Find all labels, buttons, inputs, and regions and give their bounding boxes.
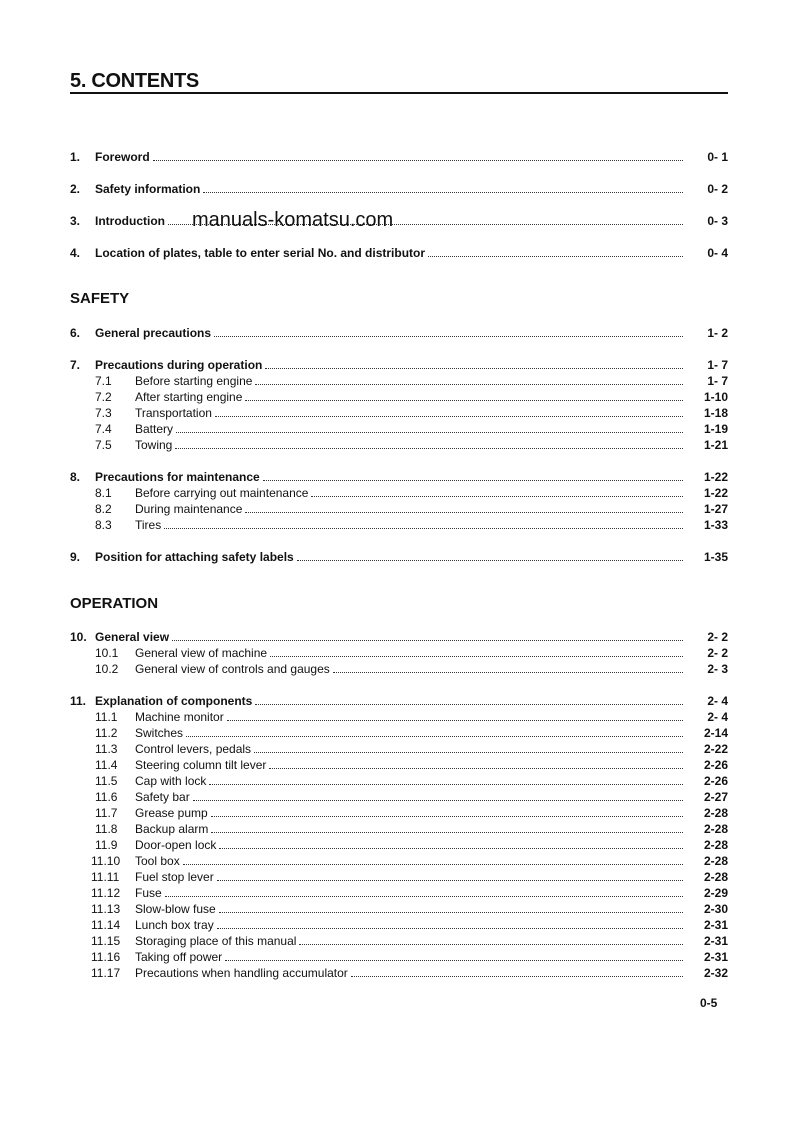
toc-number: 11.15 (91, 934, 121, 948)
contents-intro (70, 149, 728, 261)
toc-number: 11.4 (95, 758, 118, 772)
toc-number: 11.1 (95, 710, 118, 724)
toc-entry[interactable] (70, 149, 728, 165)
toc-subentry[interactable] (70, 757, 728, 773)
toc-page: 1-22 (703, 486, 728, 500)
toc-page: 2-28 (703, 854, 728, 868)
toc-title: Fuse (135, 886, 162, 900)
dot-leader (270, 656, 683, 657)
toc-number: 1. (70, 150, 81, 164)
toc-page: 1-35 (703, 550, 728, 564)
toc-page: 2-32 (703, 966, 728, 980)
toc-page: 1-22 (703, 470, 728, 484)
toc-title: Control levers, pedals (135, 742, 252, 756)
toc-number: 7.3 (95, 406, 112, 420)
toc-title: Position for attaching safety labels (95, 550, 294, 564)
toc-number: 8.3 (95, 518, 112, 532)
toc-number: 8.2 (95, 502, 112, 516)
dot-leader (227, 720, 683, 721)
dot-leader (225, 960, 683, 961)
toc-page: 0- 3 (707, 214, 728, 228)
title-underline (70, 92, 728, 94)
toc-page: 2- 4 (707, 694, 728, 708)
toc-number: 11.11 (91, 870, 120, 884)
toc-title: Steering column tilt lever (135, 758, 267, 772)
toc-title: Explanation of components (95, 694, 253, 708)
toc-entry[interactable] (70, 357, 728, 373)
toc-entry[interactable] (70, 325, 728, 341)
section-heading-operation: OPERATION (70, 595, 159, 612)
toc-title: Lunch box tray (135, 918, 214, 932)
toc-title: Machine monitor (135, 710, 224, 724)
toc-page: 1- 7 (707, 374, 728, 388)
toc-number: 11.3 (95, 742, 118, 756)
dot-leader (217, 928, 683, 929)
toc-subentry[interactable] (70, 405, 728, 421)
toc-entry[interactable] (70, 181, 728, 197)
toc-title: Door-open lock (135, 838, 217, 852)
toc-subentry[interactable] (70, 901, 728, 917)
dot-leader (299, 944, 683, 945)
dot-leader (311, 496, 683, 497)
dot-leader (255, 704, 683, 705)
toc-number: 11.6 (95, 790, 118, 804)
toc-subentry[interactable] (70, 485, 728, 501)
toc-subentry[interactable] (70, 885, 728, 901)
toc-page: 2- 2 (707, 646, 728, 660)
toc-title: General view (95, 630, 170, 644)
dot-leader (245, 400, 683, 401)
dot-leader (164, 528, 683, 529)
toc-page: 2- 3 (707, 662, 728, 676)
toc-page: 2-28 (703, 870, 728, 884)
toc-number: 11.10 (91, 854, 121, 868)
toc-title: Taking off power (135, 950, 223, 964)
toc-page: 2-28 (703, 838, 728, 852)
toc-page: 2-27 (703, 790, 728, 804)
toc-page: 1-27 (703, 502, 728, 516)
toc-number: 11.16 (91, 950, 121, 964)
toc-page: 2- 4 (707, 710, 728, 724)
toc-number: 8. (70, 470, 81, 484)
toc-number: 7.5 (95, 438, 112, 452)
toc-title: After starting engine (135, 390, 243, 404)
toc-subentry[interactable] (70, 821, 728, 837)
toc-subentry[interactable] (70, 421, 728, 437)
toc-page: 0- 1 (707, 150, 728, 164)
toc-number: 10.2 (95, 662, 119, 676)
toc-title: Towing (135, 438, 173, 452)
toc-number: 11.5 (95, 774, 118, 788)
toc-number: 11.12 (91, 886, 121, 900)
toc-subentry[interactable] (70, 373, 728, 389)
toc-entry[interactable] (70, 629, 728, 645)
toc-number: 11.7 (95, 806, 118, 820)
toc-entry[interactable] (70, 245, 728, 261)
toc-number: 11.8 (95, 822, 118, 836)
toc-page: 1-21 (703, 438, 728, 452)
toc-number: 2. (70, 182, 81, 196)
toc-subentry[interactable] (70, 965, 728, 981)
toc-title: General view of machine (135, 646, 268, 660)
toc-title: Precautions when handling accumulator (135, 966, 348, 980)
dot-leader (175, 448, 683, 449)
toc-title: Slow-blow fuse (135, 902, 216, 916)
dot-leader (186, 736, 683, 737)
toc-subentry[interactable] (70, 389, 728, 405)
toc-page: 1-10 (703, 390, 728, 404)
toc-subentry[interactable] (70, 773, 728, 789)
section-heading-safety: SAFETY (70, 290, 130, 307)
toc-page: 1- 2 (707, 326, 728, 340)
toc-title: Precautions for maintenance (95, 470, 260, 484)
toc-page: 2-28 (703, 822, 728, 836)
toc-subentry[interactable] (70, 789, 728, 805)
dot-leader (214, 336, 683, 337)
dot-leader (265, 368, 683, 369)
dot-leader (172, 640, 683, 641)
toc-subentry[interactable] (70, 501, 728, 517)
toc-subentry[interactable] (70, 661, 728, 677)
toc-number: 10.1 (95, 646, 119, 660)
toc-subentry[interactable] (70, 917, 728, 933)
dot-leader (333, 672, 683, 673)
dot-leader (203, 192, 683, 193)
dot-leader (428, 256, 683, 257)
toc-entry[interactable] (70, 213, 728, 229)
toc-subentry[interactable] (70, 645, 728, 661)
dot-leader (215, 416, 683, 417)
toc-page: 2-31 (703, 934, 728, 948)
dot-leader (193, 800, 683, 801)
toc-subentry[interactable] (70, 933, 728, 949)
toc-page: 1-18 (703, 406, 728, 420)
toc-number: 11.14 (91, 918, 121, 932)
toc-title: Safety bar (135, 790, 190, 804)
toc-title: Fuel stop lever (135, 870, 214, 884)
toc-title: Battery (135, 422, 174, 436)
toc-entry[interactable] (70, 693, 728, 709)
toc-page: 2-31 (703, 918, 728, 932)
toc-subentry[interactable] (70, 709, 728, 725)
toc-title: Precautions during operation (95, 358, 263, 372)
toc-entry[interactable] (70, 549, 728, 565)
toc-page: 2-31 (703, 950, 728, 964)
toc-subentry[interactable] (70, 853, 728, 869)
toc-subentry[interactable] (70, 949, 728, 965)
toc-title: Switches (135, 726, 184, 740)
toc-title: Tool box (135, 854, 180, 868)
toc-page: 0- 4 (707, 246, 728, 260)
toc-page: 2-26 (703, 758, 728, 772)
toc-title: Storaging place of this manual (135, 934, 297, 948)
toc-page: 2-28 (703, 806, 728, 820)
toc-title: Foreword (95, 150, 150, 164)
dot-leader (263, 480, 683, 481)
toc-title: Cap with lock (135, 774, 207, 788)
toc-entry[interactable] (70, 469, 728, 485)
toc-number: 11.9 (95, 838, 118, 852)
toc-title: Safety information (95, 182, 201, 196)
toc-title: Before carrying out maintenance (135, 486, 309, 500)
toc-number: 7.1 (95, 374, 112, 388)
toc-number: 6. (70, 326, 81, 340)
page-title: 5. CONTENTS (70, 70, 199, 92)
toc-subentry[interactable] (70, 837, 728, 853)
dot-leader (217, 880, 683, 881)
dot-leader (153, 160, 683, 161)
toc-number: 7.4 (95, 422, 112, 436)
dot-leader (245, 512, 683, 513)
toc-number: 11. (70, 694, 87, 708)
dot-leader (351, 976, 683, 977)
toc-page: 2- 2 (707, 630, 728, 644)
toc-page: 0- 2 (707, 182, 728, 196)
toc-title: Location of plates, table to enter serial No. and distributor (95, 246, 426, 260)
toc-subentry[interactable] (70, 869, 728, 885)
page-number: 0-5 (700, 996, 718, 1010)
dot-leader (209, 784, 683, 785)
toc-number: 3. (70, 214, 81, 228)
toc-number: 7. (70, 358, 81, 372)
toc-page: 2-14 (703, 726, 728, 740)
toc-page: 2-30 (703, 902, 728, 916)
toc-number: 10. (70, 630, 87, 644)
dot-leader (219, 848, 683, 849)
toc-title: During maintenance (135, 502, 243, 516)
dot-leader (297, 560, 683, 561)
contents-safety (70, 325, 728, 565)
toc-subentry[interactable] (70, 437, 728, 453)
toc-subentry[interactable] (70, 741, 728, 757)
dot-leader (183, 864, 683, 865)
toc-number: 4. (70, 246, 81, 260)
toc-number: 9. (70, 550, 81, 564)
toc-title: Grease pump (135, 806, 208, 820)
watermark: manuals-komatsu.com (192, 209, 394, 231)
dot-leader (176, 432, 683, 433)
toc-number: 11.2 (95, 726, 118, 740)
dot-leader (219, 912, 683, 913)
toc-title: General precautions (95, 326, 212, 340)
dot-leader (211, 832, 683, 833)
toc-page: 1-19 (703, 422, 728, 436)
toc-subentry[interactable] (70, 805, 728, 821)
toc-title: Transportation (135, 406, 212, 420)
toc-number: 11.17 (91, 966, 121, 980)
toc-number: 11.13 (91, 902, 121, 916)
contents-operation (70, 629, 728, 981)
dot-leader (254, 752, 683, 753)
toc-page: 2-29 (703, 886, 728, 900)
toc-title: Before starting engine (135, 374, 253, 388)
dot-leader (211, 816, 683, 817)
toc-page: 1-33 (703, 518, 728, 532)
toc-title: Tires (135, 518, 162, 532)
toc-subentry[interactable] (70, 725, 728, 741)
dot-leader (255, 384, 683, 385)
toc-page: 1- 7 (707, 358, 728, 372)
toc-page: 2-26 (703, 774, 728, 788)
toc-number: 7.2 (95, 390, 112, 404)
toc-number: 8.1 (95, 486, 112, 500)
toc-title: Backup alarm (135, 822, 209, 836)
dot-leader (269, 768, 683, 769)
dot-leader (165, 896, 683, 897)
toc-page: 2-22 (703, 742, 728, 756)
toc-title: Introduction (95, 214, 165, 228)
toc-subentry[interactable] (70, 517, 728, 533)
toc-title: General view of controls and gauges (135, 662, 330, 676)
